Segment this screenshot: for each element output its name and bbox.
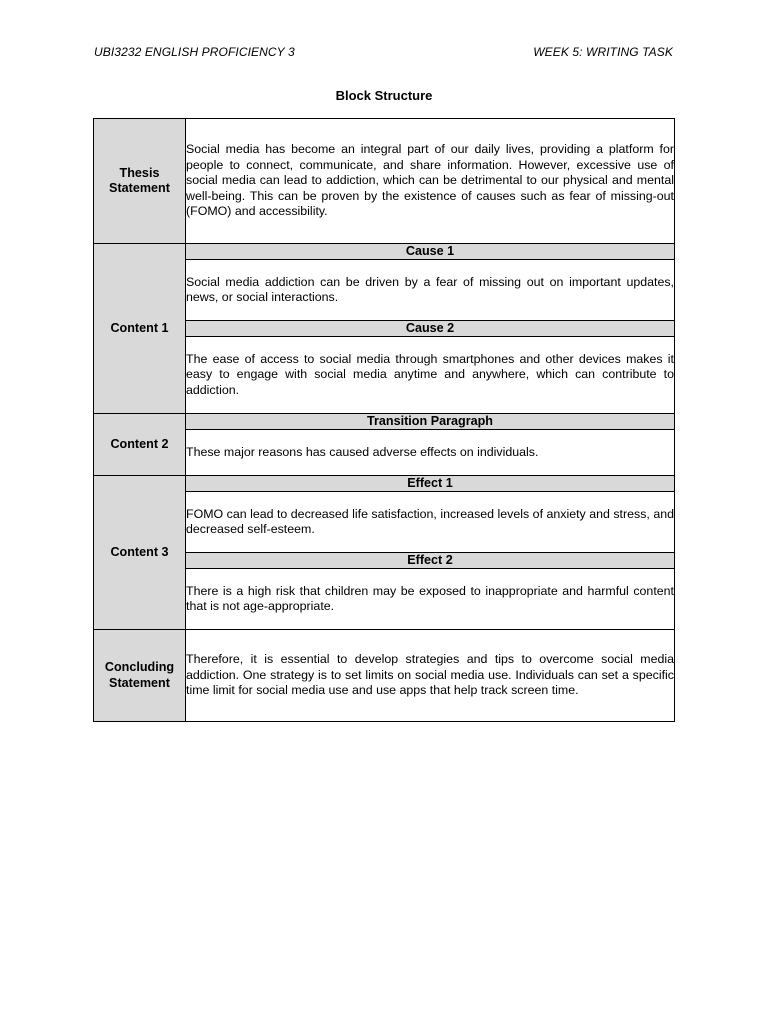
transition-text: These major reasons has caused adverse effects on individuals. [186,430,675,476]
header-course: UBI3232 ENGLISH PROFICIENCY 3 [94,45,295,59]
thesis-label: Thesis Statement [94,119,186,244]
thesis-text: Social media has become an integral part of our daily lives, providing a platform for people to connect, communicate, and share information. However, excessive use of social media can lead to addiction, which can be detrimental to our physical and mental well-being. This can be proven by the existence of causes such as fear of missing-out (FOMO) and accessibility. [186,119,675,244]
table-row-content3-effect1-heading [94,476,675,492]
transition-heading: Transition Paragraph [186,414,675,430]
header-week: WEEK 5: WRITING TASK [533,45,673,59]
content1-label: Content 1 [94,244,186,414]
concluding-label: Concluding Statement [94,630,186,722]
cause1-heading: Cause 1 [186,244,675,260]
effect2-heading: Effect 2 [186,553,675,569]
document-title: Block Structure [335,88,433,103]
concluding-text: Therefore, it is essential to develop strategies and tips to overcome social media addiction. One strategy is to set limits on social media use. Individuals can set a specific time limit for social media use and use apps that help track screen time. [186,630,675,722]
table-row-content1-cause1-heading [94,244,675,260]
cause2-text: The ease of access to social media through smartphones and other devices makes it easy to engage with social media anytime and anywhere, which can contribute to addiction. [186,337,675,414]
content2-label: Content 2 [94,414,186,476]
effect2-text: There is a high risk that children may be exposed to inappropriate and harmful content that is not age-appropriate. [186,569,675,630]
block-structure-table [93,118,675,722]
table-row-thesis [94,119,675,244]
content3-label: Content 3 [94,476,186,630]
table-row-content2-heading [94,414,675,430]
cause2-heading: Cause 2 [186,321,675,337]
effect1-text: FOMO can lead to decreased life satisfaction, increased levels of anxiety and stress, and decreased self-esteem. [186,492,675,553]
effect1-heading: Effect 1 [186,476,675,492]
cause1-text: Social media addiction can be driven by a fear of missing out on important updates, news, or social interactions. [186,260,675,321]
table-row-concluding [94,630,675,722]
